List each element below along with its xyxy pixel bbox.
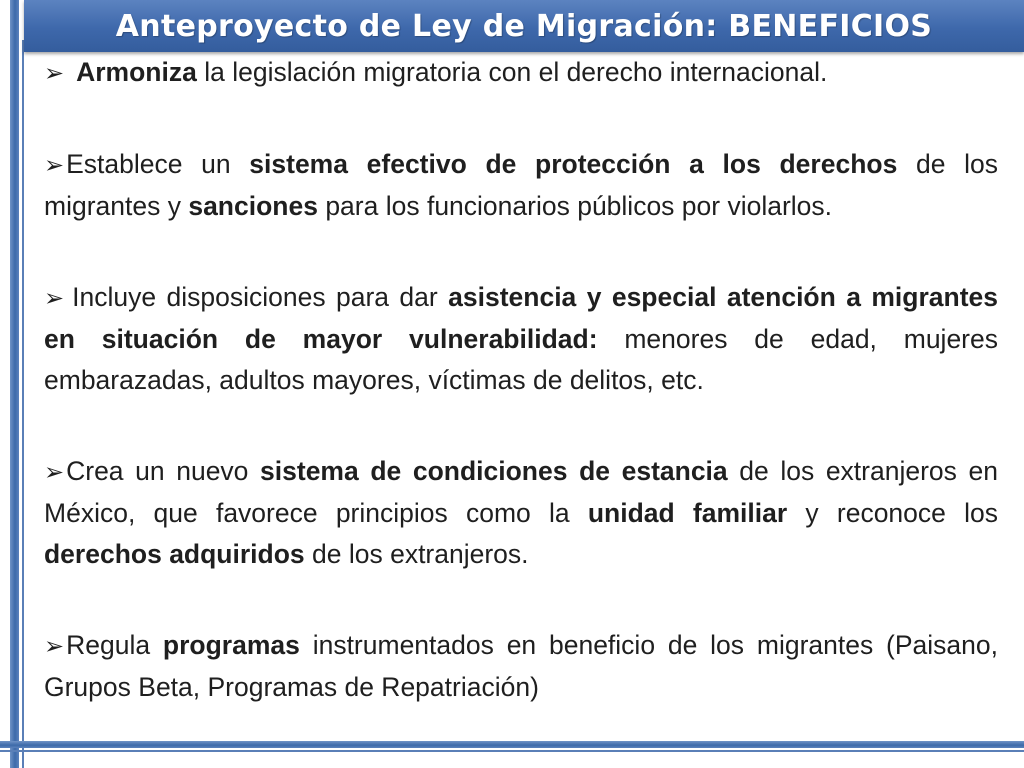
bullet-plain-text: de los extranjeros en México, que favorece principios como la	[44, 456, 998, 528]
bullet-plain-text: Regula	[66, 630, 163, 660]
bullet-bold-text: sanciones	[188, 191, 318, 221]
bullet-plain-text: y reconoce los	[787, 498, 998, 528]
bullet-bold-text: derechos adquiridos	[44, 539, 305, 569]
bullet-bold-text: Armoniza	[76, 57, 197, 87]
bullet-item-crea	[44, 451, 998, 575]
bullet-bold-text: unidad familiar	[587, 498, 788, 528]
bullet-text	[44, 149, 998, 221]
bullet-text	[76, 57, 827, 87]
bullet-plain-text: la legislación migratoria con el derecho internacional.	[196, 57, 828, 87]
title-bar	[24, 0, 1024, 52]
bullet-plain-text: de los migrantes y	[44, 149, 998, 221]
arrow-bullet-icon: ➢	[44, 285, 65, 312]
arrow-bullet-icon: ➢	[44, 152, 65, 179]
bullet-plain-text: menores de edad, mujeres embarazadas, adultos mayores, víctimas de delitos, etc.	[44, 324, 998, 395]
bullet-plain-text: Establece un	[66, 149, 250, 179]
bullet-bold-text: asistencia y especial atención a migrantes en situación de mayor vulnerabilidad:	[44, 282, 998, 354]
bullet-bold-text: sistema de condiciones de estancia	[260, 456, 728, 486]
arrow-bullet-icon: ➢	[44, 459, 65, 486]
bullet-plain-text: Crea un nuevo	[66, 456, 261, 486]
bullet-bold-text: programas	[162, 630, 300, 660]
bullet-item-regula	[44, 625, 998, 708]
bullet-plain-text: de los extranjeros.	[304, 539, 529, 569]
arrow-bullet-icon: ➢	[44, 60, 65, 87]
slide-title: Anteproyecto de Ley de Migración: BENEFICIOS	[115, 8, 933, 44]
frame-bottom-line	[0, 750, 1024, 752]
bullet-plain-text: Incluye disposiciones para dar	[72, 282, 449, 312]
bullet-plain-text: instrumentados en beneficio de los migrantes (Paisano, Grupos Beta, Programas de Repatriación)	[44, 630, 998, 702]
arrow-bullet-icon: ➢	[44, 633, 65, 660]
bullet-text	[44, 630, 998, 702]
bullet-bold-text: sistema efectivo de protección a los derechos	[249, 149, 898, 179]
frame-bottom-bar	[0, 741, 1024, 748]
bullet-text	[44, 456, 998, 569]
bullet-plain-text: para los funcionarios públicos por violarlos.	[317, 191, 833, 221]
bullet-list	[44, 52, 998, 708]
frame-left-bar	[10, 0, 19, 768]
bullet-item-establece	[44, 144, 998, 227]
frame-left-line	[22, 40, 24, 768]
bullet-item-armoniza	[44, 52, 998, 94]
bullet-item-incluye	[44, 277, 998, 401]
bullet-text	[44, 282, 998, 395]
